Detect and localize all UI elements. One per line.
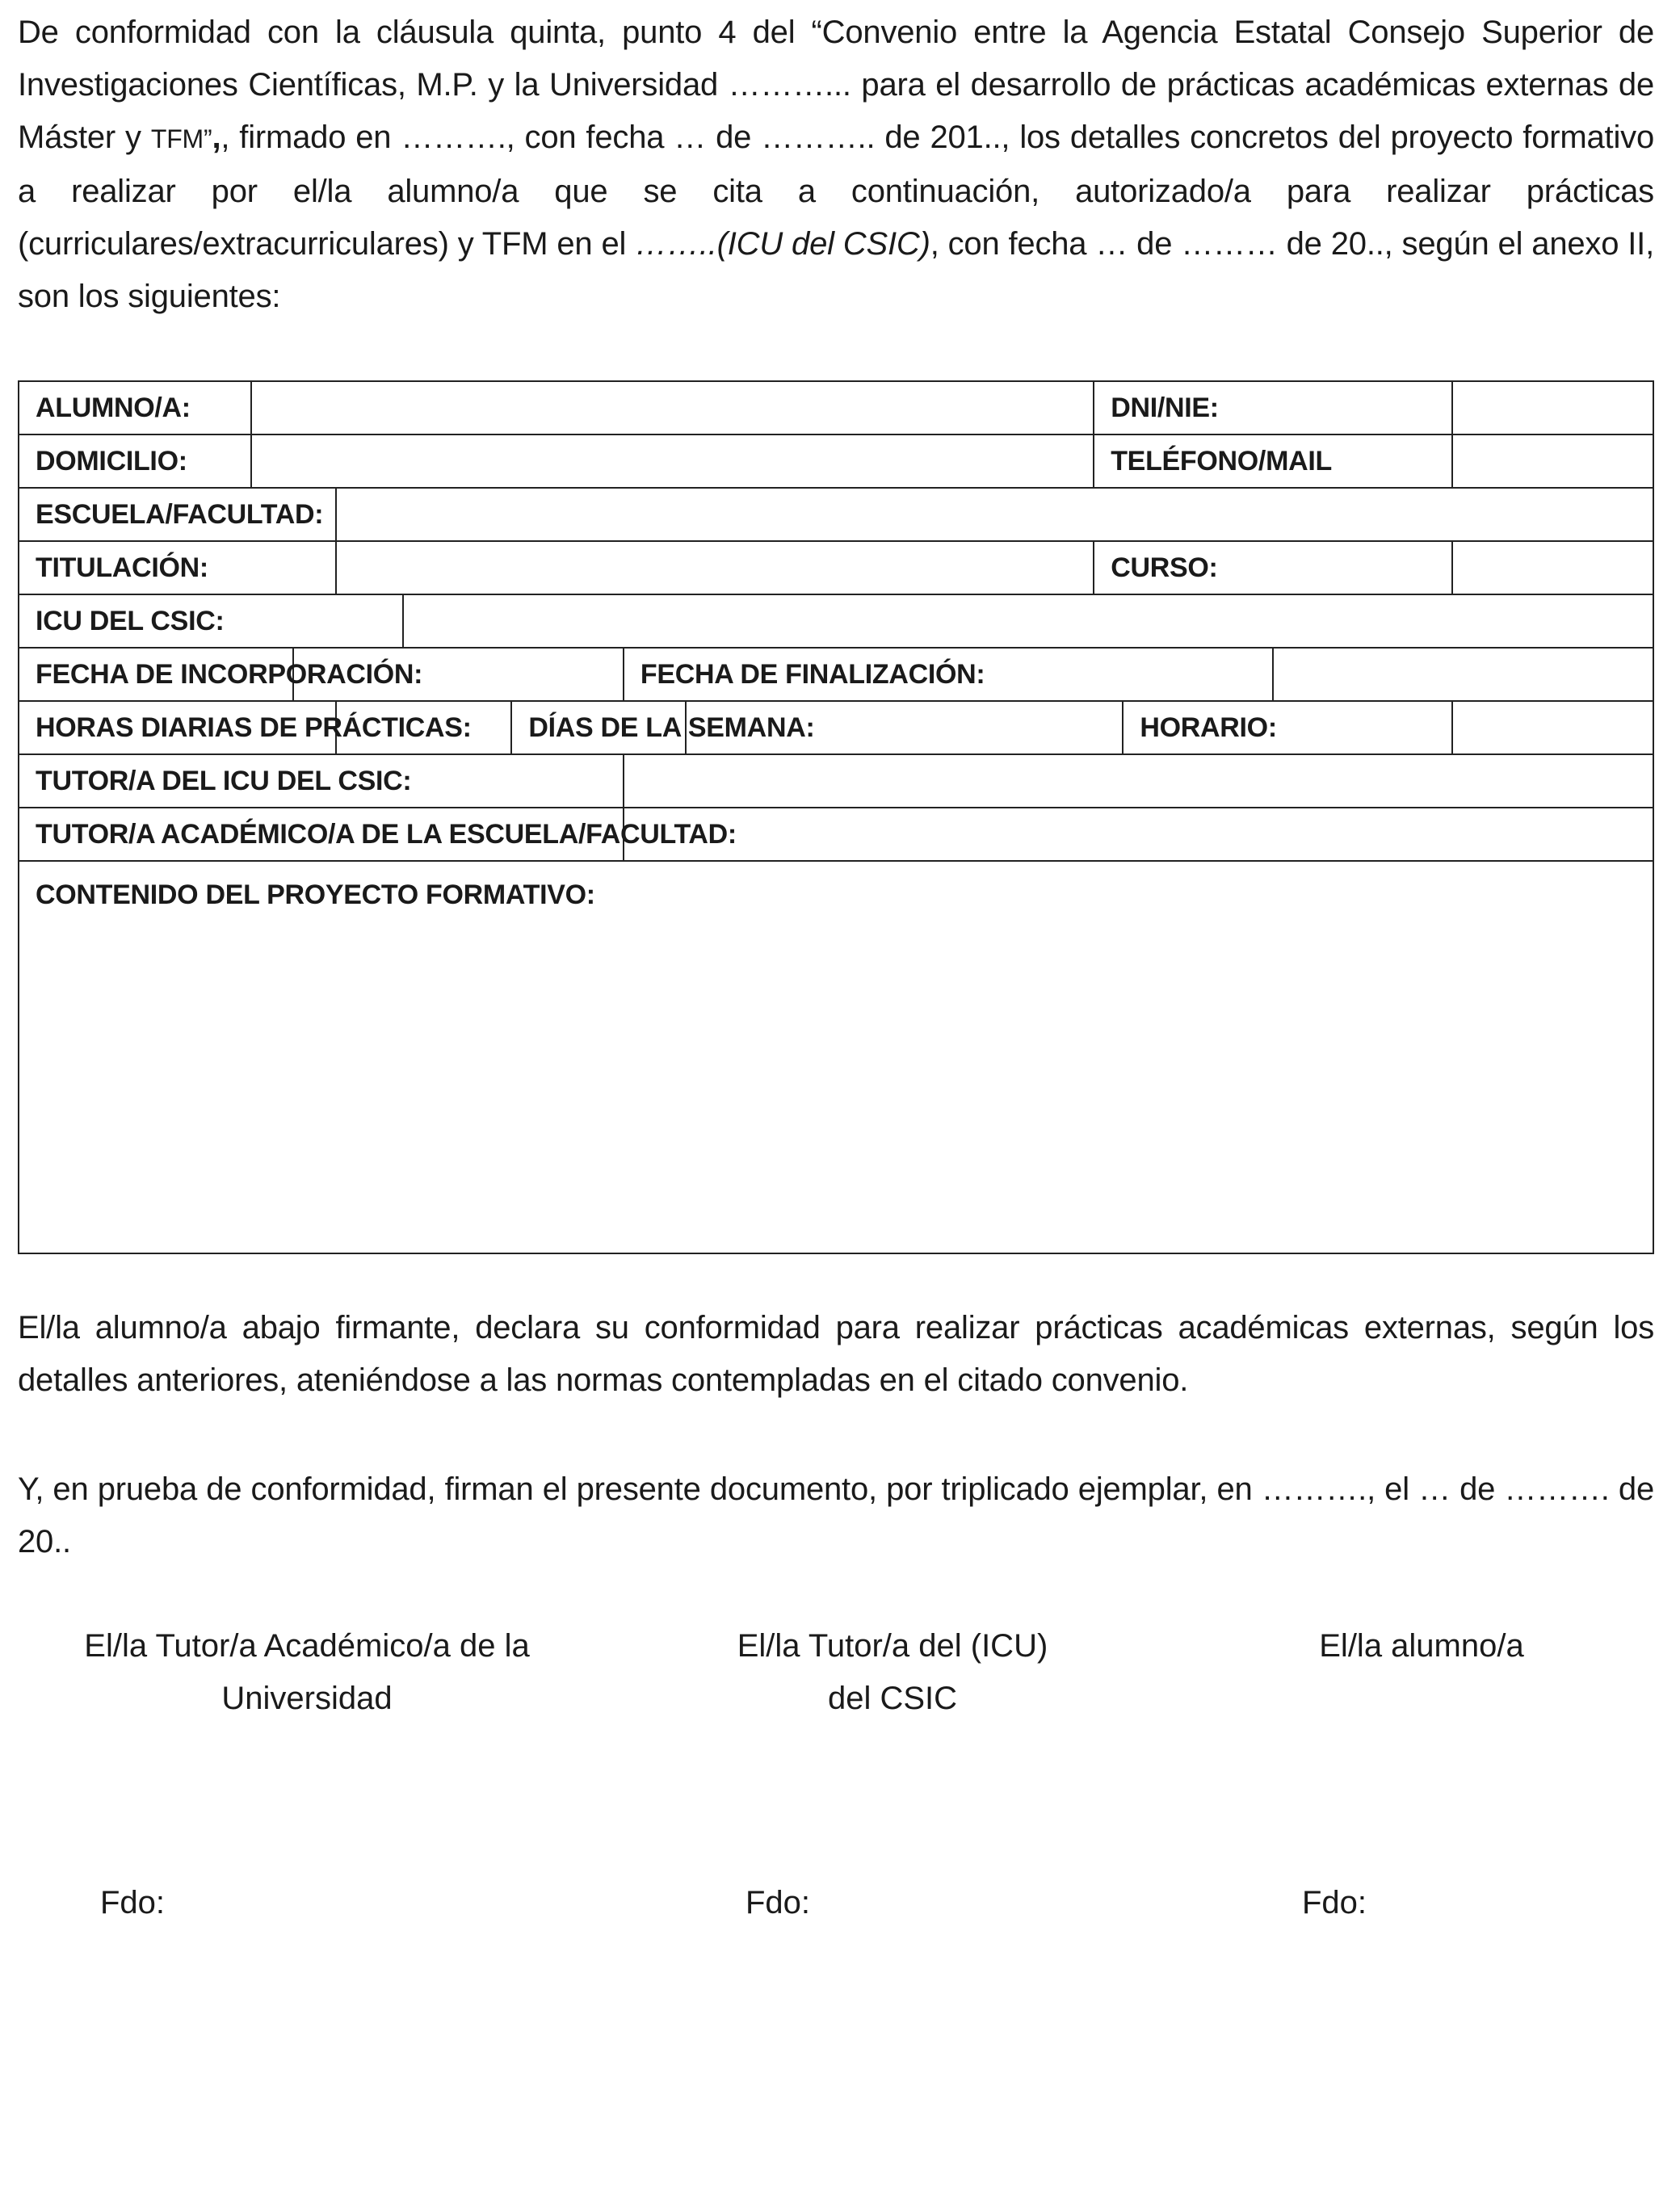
intro-text-3: , con fecha … de ……… de 20.., según el anexo II, son los siguientes: — [18, 226, 1654, 314]
signature-alumno — [1163, 1620, 1680, 1673]
label-contenido: CONTENIDO DEL PROYECTO FORMATIVO: — [36, 879, 595, 910]
form-row-contenido — [19, 861, 1653, 1253]
signature-tutor-academico-line2: Universidad — [221, 1681, 393, 1716]
intro-text-2: , firmado en ………., con fecha … de ……….. de 201.., los detalles concretos del proyecto formativo a realizar por el/la alumno/a que se cita a continuación, autorizado/a para realizar prácticas (curriculares/extracurriculares) y TFM en el — [18, 120, 1654, 262]
form-row-escuela — [19, 488, 1653, 541]
dni-field[interactable] — [1452, 381, 1653, 434]
form-row-fechas — [19, 648, 1653, 701]
label-titulacion: TITULACIÓN: — [19, 541, 336, 594]
fdo-tutor-icu: Fdo: — [746, 1885, 811, 1920]
signature-tutor-icu — [634, 1620, 1151, 1725]
label-tutor-academico: TUTOR/A ACADÉMICO/A DE LA ESCUELA/FACULTAD: — [19, 808, 624, 861]
label-dias-semana: DÍAS DE LA SEMANA: — [511, 701, 686, 754]
label-telefono: TELÉFONO/MAIL — [1094, 434, 1452, 488]
label-fecha-incorporacion: FECHA DE INCORPORACIÓN: — [19, 648, 293, 701]
intro-paragraph: De conformidad con la cláusula quinta, punto 4 del “Convenio entre la Agencia Estatal Consejo Superior de Investigaciones Científicas, M.P. y la Universidad ………... para el desarrollo de prácticas académicas externas de Máster y TFM”,, firmado en ………., con fecha … de ……….. de 201.., los detalles concretos del proyecto formativo a realizar por el/la alumno/a que se cita a continuación, autorizado/a para realizar prácticas (curriculares/extracurriculares) y TFM en el ……..(ICU del CSIC), con fecha … de ……… de 20.., según el anexo II, son los siguientes: — [18, 15, 1654, 314]
fdo-alumno: Fdo: — [1302, 1885, 1367, 1920]
label-horas-diarias: HORAS DIARIAS DE PRÁCTICAS: — [19, 701, 336, 754]
icu-field[interactable] — [403, 594, 1653, 648]
label-fecha-finalizacion: FECHA DE FINALIZACIÓN: — [624, 648, 1273, 701]
signature-alumno-line1: El/la alumno/a — [1319, 1628, 1524, 1664]
telefono-field[interactable] — [1452, 434, 1653, 488]
label-dni: DNI/NIE: — [1094, 381, 1452, 434]
tutor-icu-field[interactable] — [624, 754, 1653, 808]
curso-field[interactable] — [1452, 541, 1653, 594]
contenido-field[interactable] — [19, 861, 1653, 1253]
project-form-table — [18, 380, 1654, 1254]
label-horario: HORARIO: — [1123, 701, 1452, 754]
signature-tutor-icu-line2: del CSIC — [827, 1681, 958, 1716]
fecha-finalizacion-field[interactable] — [1273, 648, 1653, 701]
intro-tfm: TFM” — [150, 124, 212, 153]
label-tutor-icu: TUTOR/A DEL ICU DEL CSIC: — [19, 754, 624, 808]
signature-tutor-academico-line1: El/la Tutor/a Académico/a de la — [84, 1628, 530, 1664]
label-domicilio: DOMICILIO: — [19, 434, 251, 488]
escuela-field[interactable] — [336, 488, 1653, 541]
conformidad-paragraph: Y, en prueba de conformidad, firman el presente documento, por triplicado ejemplar, en ………., el … de ………. de 20.. — [18, 1471, 1654, 1559]
fdo-tutor-academico: Fdo: — [100, 1885, 166, 1920]
label-alumno: ALUMNO/A: — [19, 381, 251, 434]
form-row-icu — [19, 594, 1653, 648]
form-row-tutor-academico — [19, 808, 1653, 861]
signature-tutor-icu-line1: El/la Tutor/a del (ICU) — [737, 1628, 1048, 1664]
tutor-academico-field[interactable] — [624, 808, 1653, 861]
intro-text-1: De conformidad con la cláusula quinta, punto 4 del “Convenio entre la Agencia Estatal Consejo Superior de Investigaciones Científicas, M.P. y la Universidad ………... para el desarrollo de prácticas académicas externas de Máster y — [18, 15, 1654, 155]
signature-tutor-academico — [48, 1620, 565, 1725]
form-row-alumno — [19, 381, 1653, 434]
label-curso: CURSO: — [1094, 541, 1452, 594]
titulacion-field[interactable] — [336, 541, 1094, 594]
horario-field[interactable] — [1452, 701, 1653, 754]
label-icu: ICU DEL CSIC: — [19, 594, 403, 648]
domicilio-field[interactable] — [251, 434, 1094, 488]
form-row-horas — [19, 701, 1653, 754]
form-row-titulacion — [19, 541, 1653, 594]
alumno-field[interactable] — [251, 381, 1094, 434]
label-escuela: ESCUELA/FACULTAD: — [19, 488, 336, 541]
intro-icu-italic: ……..(ICU del CSIC) — [635, 226, 930, 262]
form-row-tutor-icu — [19, 754, 1653, 808]
form-row-domicilio — [19, 434, 1653, 488]
declaration-paragraph: El/la alumno/a abajo firmante, declara su conformidad para realizar prácticas académicas externas, según los detalles anteriores, ateniéndose a las normas contempladas en el citado convenio. — [18, 1310, 1654, 1398]
